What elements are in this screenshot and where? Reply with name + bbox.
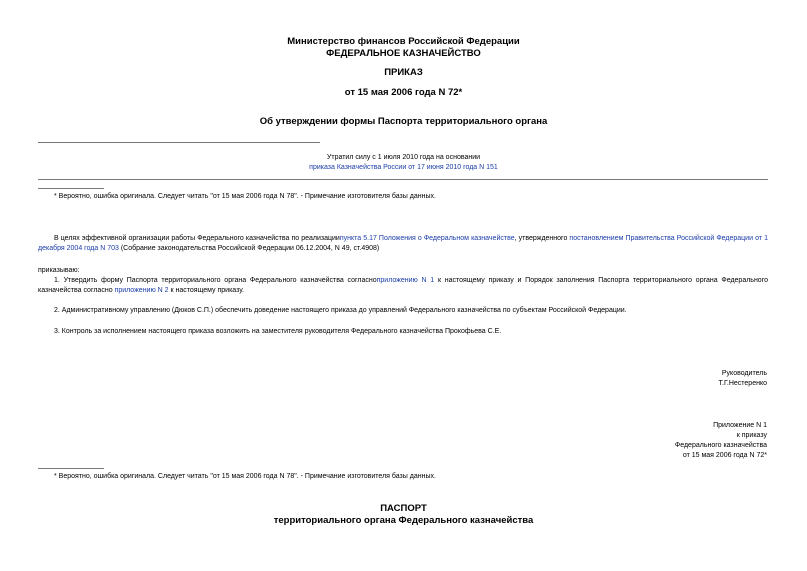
- agency-name: ФЕДЕРАЛЬНОЕ КАЗНАЧЕЙСТВО: [326, 48, 481, 59]
- footnote-divider: [38, 188, 104, 189]
- footnote-divider: [38, 468, 104, 469]
- government-decree-link[interactable]: постановлением Правительства Российской Федерации от 1 декабря 2004 года N 703: [38, 235, 768, 252]
- status-bottom-divider: [38, 179, 768, 180]
- order-item-1: [38, 276, 768, 296]
- lost-force-link[interactable]: приказа Казначейства России от 17 июня 2010 года N 151: [309, 164, 498, 171]
- ministry-name: Министерство финансов Российской Федерации: [287, 36, 520, 47]
- signature-role: Руководитель: [721, 370, 767, 377]
- signature-name: Т.Г.Нестеренко: [718, 380, 767, 387]
- passport-subtitle: территориального органа Федерального казначейства: [273, 515, 534, 526]
- appendix-line-1: Приложение N 1: [713, 422, 767, 429]
- preamble-text: В целях эффективной организации работы Федерального казначейства по реализации: [54, 235, 340, 242]
- item-text: 1. Утвердить форму Паспорта территориального органа Федерального казначейства согласно: [54, 277, 377, 284]
- preamble-text: (Собрание законодательства Российской Федерации 06.12.2004, N 49, ст.4908): [118, 245, 380, 252]
- item-text: к настоящему приказу.: [168, 287, 244, 294]
- order-item-3: 3. Контроль за исполнением настоящего приказа возложить на заместителя руководителя Федерального казначейства Прокофьева С.Е.: [54, 328, 502, 335]
- footnote-text: * Вероятно, ошибка оригинала. Следует читать "от 15 мая 2006 года N 78". - Примечание изготовителя базы данных.: [54, 193, 436, 200]
- regulation-link[interactable]: пункта 5.17 Положения о Федеральном казначействе: [339, 235, 515, 242]
- appendix-line-3: Федерального казначейства: [674, 442, 767, 449]
- lost-force-text: Утратил силу с 1 июля 2010 года на основании: [326, 154, 481, 161]
- passport-title: ПАСПОРТ: [380, 503, 427, 514]
- order-item-2: 2. Административному управлению (Дюков С.П.) обеспечить доведение настоящего приказа до управлений Федерального казначейства по субъектам Российской Федерации.: [54, 307, 627, 314]
- appendix-1-link[interactable]: приложению N 1: [376, 277, 435, 284]
- footnote-text: * Вероятно, ошибка оригинала. Следует читать "от 15 мая 2006 года N 78". - Примечание изготовителя базы данных.: [54, 473, 436, 480]
- document-title: Об утверждении формы Паспорта территориального органа: [259, 116, 548, 127]
- preamble-paragraph: [38, 234, 768, 254]
- document-type: ПРИКАЗ: [384, 67, 423, 78]
- item-text: к настоящему приказу и Порядок заполнения Паспорта территориального органа Федерального казначейства согласно: [38, 277, 768, 294]
- appendix-2-link[interactable]: приложению N 2: [114, 287, 169, 294]
- preamble-text: , утвержденного: [514, 235, 568, 242]
- document-date: от 15 мая 2006 года N 72*: [344, 87, 463, 98]
- order-word: приказываю:: [38, 267, 80, 274]
- appendix-line-2: к приказу: [736, 432, 767, 439]
- status-top-divider: [38, 142, 320, 143]
- appendix-line-4: от 15 мая 2006 года N 72*: [682, 452, 767, 459]
